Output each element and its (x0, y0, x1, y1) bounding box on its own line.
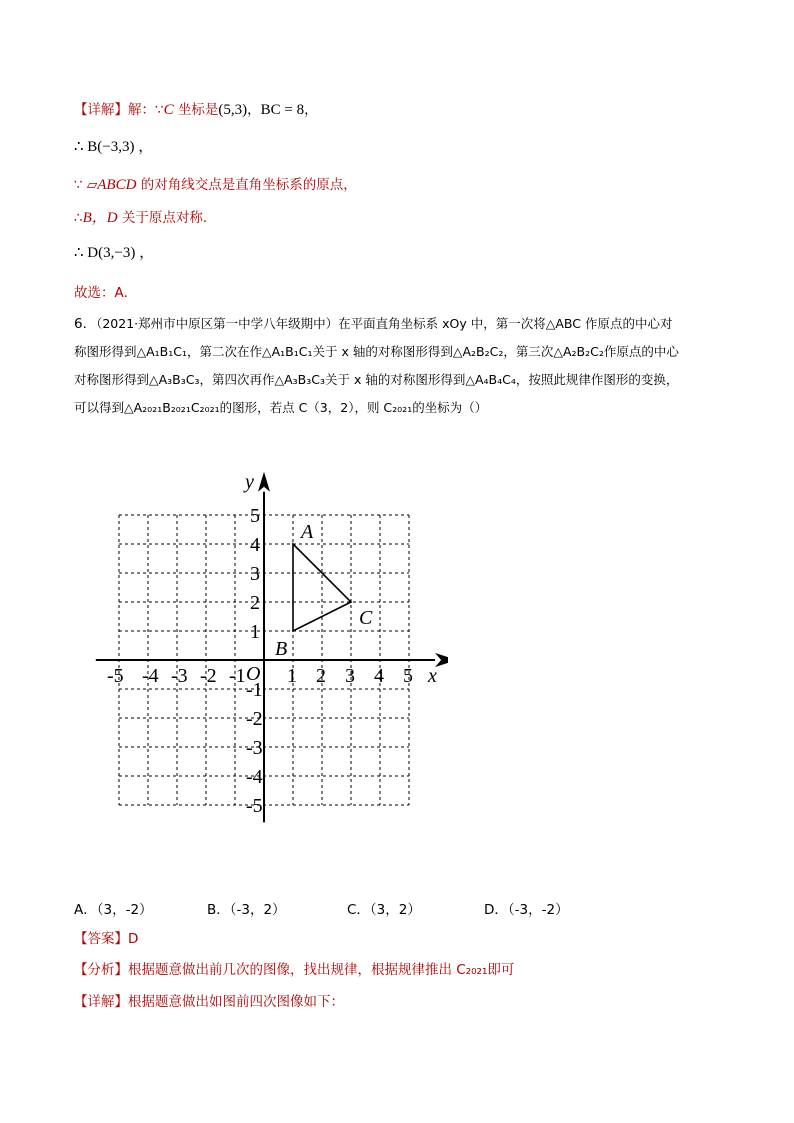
answer-line (74, 930, 138, 948)
analysis-label: 【分析】 (74, 962, 128, 978)
analysis-text: 根据题意做出前几次的图像，找出规律，根据规律推出 C₂₀₂₁即可 (128, 962, 515, 978)
analysis-line (74, 961, 514, 979)
question-number: 6． (74, 316, 97, 332)
x-tick-label: 5 (403, 665, 413, 687)
y-tick-label: 4 (250, 534, 260, 556)
y-axis-label: y (245, 471, 254, 493)
y-tick-label: 3 (250, 563, 260, 585)
x-tick-label: 4 (374, 665, 384, 687)
x-tick-label: 1 (287, 665, 297, 687)
y-tick-label: 2 (250, 592, 260, 614)
bc-value: BC = 8 (260, 102, 305, 118)
choice-c[interactable]: C．（3，2） (347, 902, 421, 918)
triangle-abc (275, 521, 373, 660)
solution-text: 解：∵ (128, 102, 164, 118)
question-text: 在平面直角坐标系 xOy 中，第一次将△ABC 作原点的中心对 (338, 316, 673, 331)
solution-line-2: ∴ B(−3,3) ， (74, 139, 154, 155)
solution-line-1 (74, 101, 318, 119)
detail-text: 根据题意做出如图前四次图像如下： (128, 994, 344, 1010)
point-b-label: B (275, 638, 288, 660)
x-tick-label: -2 (200, 665, 217, 687)
y-tick-label: -2 (246, 708, 263, 730)
origin-label: O (246, 663, 261, 685)
solution-text: 的对角线交点是直角坐标系的原点， (136, 177, 357, 193)
y-tick-label: -3 (246, 737, 263, 759)
detail-line (74, 993, 344, 1011)
solution-line-3 (74, 176, 357, 194)
answer-value: D (128, 931, 139, 947)
solution-text: 关于原点对称． (117, 210, 217, 226)
question-line-1 (74, 310, 724, 338)
choice-d[interactable]: D．（-3，-2） (484, 902, 569, 918)
solution-label: 【详解】 (74, 102, 128, 118)
question-source: （2021·郑州市中原区第一中学八年级期中） (96, 316, 339, 331)
choice-b[interactable]: B．（-3，2） (207, 902, 286, 918)
axes (96, 472, 448, 823)
x-tick-label: -3 (171, 665, 188, 687)
parallelogram-name: ABCD (97, 177, 137, 193)
detail-label: 【详解】 (74, 994, 128, 1010)
y-tick-label: -4 (246, 766, 263, 788)
x-axis-label: x (428, 665, 437, 687)
y-tick-label: 1 (250, 621, 260, 643)
x-axis-arrow (435, 653, 448, 667)
coordinate-figure (88, 470, 448, 850)
point-a-label: A (301, 521, 314, 543)
solution-line-4 (74, 209, 216, 227)
solution-line-5: ∴ D(3,−3) ， (74, 245, 155, 261)
points-bd: B，D (82, 210, 118, 226)
x-tick-label: -1 (229, 665, 246, 687)
x-tick-label: -5 (107, 665, 124, 687)
question-6 (74, 310, 724, 422)
question-line-3: 对称图形得到△A₃B₃C₃，第四次再作△A₃B₃C₃关于 x 轴的对称图形得到△A₄B₄C₄，按照此规律作图形的变换， (74, 372, 679, 387)
solution-text: ∵ ▱ (74, 177, 98, 193)
solution-text: 坐标是 (173, 102, 219, 118)
answer-label: 【答案】 (74, 931, 128, 947)
x-tick-label: -4 (142, 665, 159, 687)
question-line-4: 可以得到△A₂₀₂₁B₂₀₂₁C₂₀₂₁的图形，若点 C（3，2），则 C₂₀₂₁的坐标为（） (74, 400, 488, 415)
y-tick-label: -1 (246, 679, 263, 701)
solution-text: ∴ (74, 210, 83, 226)
x-tick-label: 2 (316, 665, 326, 687)
solution-line-6: 故选：A． (74, 285, 138, 301)
solution-text: ， (304, 102, 318, 118)
y-tick-label: -5 (246, 795, 263, 817)
point-c-ref: C (163, 102, 174, 118)
y-tick-label: 5 (250, 505, 260, 527)
question-line-2: 称图形得到△A₁B₁C₁，第二次在作△A₁B₁C₁关于 x 轴的对称图形得到△A₂B₂C₂，第三次△A₂B₂C₂作原点的中心 (74, 344, 679, 359)
x-tick-label: 3 (345, 665, 355, 687)
y-axis-arrow (258, 472, 270, 492)
solution-text: ， (247, 102, 261, 118)
choice-a[interactable]: A．（3，-2） (74, 902, 153, 918)
coord-value: (5,3) (218, 102, 248, 118)
point-c-label: C (359, 607, 373, 629)
